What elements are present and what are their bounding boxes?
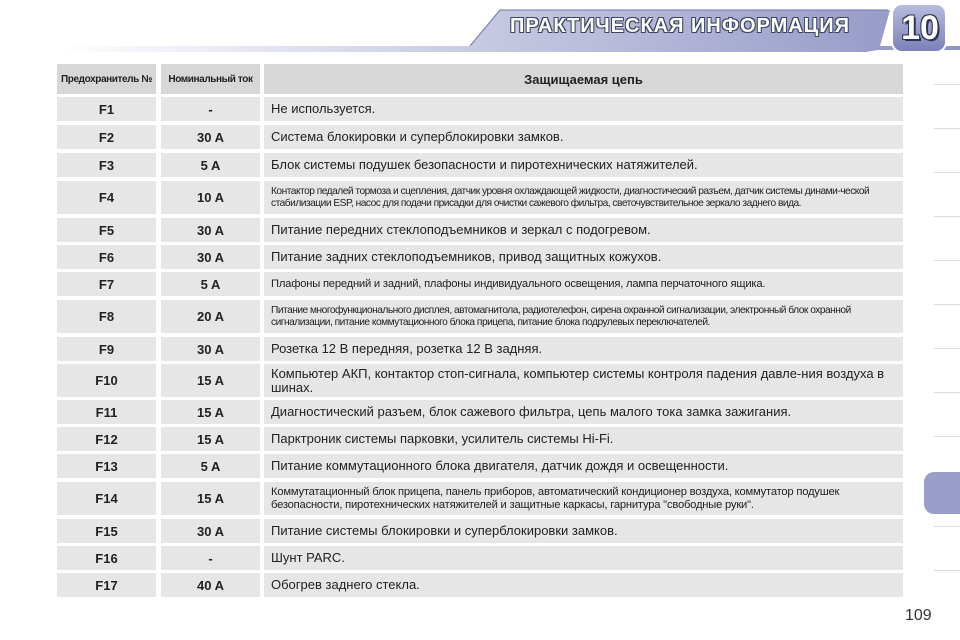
protected-circuit: Парктроник системы парковки, усилитель системы Hi-Fi. (271, 431, 614, 446)
protected-circuit: Диагностический разъем, блок сажевого фильтра, цепь малого тока замка зажигания. (271, 404, 792, 419)
protected-circuit: Питание задних стеклоподъемников, привод защитных кожухов. (271, 249, 662, 264)
table-row (57, 337, 903, 361)
protected-circuit: Шунт PARC. (271, 550, 345, 565)
fuse-rating: 30 A (197, 341, 224, 357)
table-row (57, 454, 903, 478)
chapter-number-badge: 10 (901, 9, 939, 47)
protected-circuit: Питание передних стеклоподъемников и зеркал с подогревом. (271, 222, 651, 237)
fuse-number: F16 (95, 550, 118, 566)
table-row (57, 153, 903, 177)
table-row (57, 400, 903, 424)
fuse-rating: 30 A (197, 129, 224, 145)
column-header-fuse: Предохранитель № (57, 64, 156, 94)
fuse-number: F1 (98, 101, 115, 117)
fuse-rating: 15 A (197, 404, 224, 420)
protected-circuit: Контактор педалей тормоза и сцепления, датчик уровня охлаждающей жидкости, диагностический разъем, датчик системы динами-ческой стабилизации ESP, насос для подачи присадки для очистки сажевого фильтра, светочувствительное зеркало заднего вида. (271, 185, 870, 209)
fuse-number: F12 (95, 431, 118, 447)
fuse-number: F13 (95, 458, 118, 474)
fuse-rating: 30 A (197, 523, 224, 539)
protected-circuit: Питание многофункционального дисплея, автомагнитола, радиотелефон, сирена охранной сигнализации, электронный блок охранной сигнализации, питание коммутационного блока прицепа, питание блока подрулевых переключателей. (271, 304, 851, 328)
fuse-rating: 20 A (197, 309, 224, 324)
table-row (57, 546, 903, 570)
fuse-rating: - (208, 550, 213, 566)
column-header-circuit: Защищаемая цепь (264, 64, 903, 94)
fuse-number: F8 (98, 309, 115, 324)
table-row (57, 573, 903, 597)
fuse-number: F3 (98, 157, 115, 173)
fuse-rating: 15 A (197, 491, 224, 506)
fuse-rating: 5 A (200, 458, 221, 474)
active-chapter-tab[interactable] (924, 472, 960, 514)
fuse-rating: 15 A (197, 431, 224, 447)
page-header (0, 0, 960, 58)
fuse-number: F4 (98, 190, 115, 205)
table-row (57, 364, 903, 397)
chapter-tab-strip (928, 70, 960, 600)
protected-circuit: Обогрев заднего стекла. (271, 577, 420, 592)
table-row (57, 181, 903, 214)
table-row (57, 245, 903, 269)
table-row (57, 519, 903, 543)
protected-circuit: Плафоны передний и задний, плафоны индивидуального освещения, лампа перчаточного ящика. (271, 277, 766, 290)
table-row (57, 482, 903, 515)
fuse-number: F10 (95, 373, 118, 388)
protected-circuit: Компьютер АКП, контактор стоп-сигнала, компьютер системы контроля падения давле-ния воздуха в шинах. (271, 365, 885, 395)
protected-circuit: Коммутатационный блок прицепа, панель приборов, автоматический кондиционер воздуха, коммутатор подушек безопасности, пиротехнических натяжителей и защитные каркасы, гарнитура "свободные руки". (271, 485, 840, 511)
protected-circuit: Питание системы блокировки и суперблокировки замков. (271, 523, 618, 538)
table-row (57, 272, 903, 296)
page-title: ПРАКТИЧЕСКАЯ ИНФОРМАЦИЯ (509, 15, 851, 37)
fuse-rating: - (208, 101, 213, 117)
fuse-rating: 40 A (197, 577, 224, 593)
page-number: 109 (905, 607, 932, 624)
fuse-number: F17 (95, 577, 118, 593)
fuse-number: F15 (95, 523, 118, 539)
fuse-rating: 15 A (197, 373, 224, 388)
protected-circuit: Питание коммутационного блока двигателя, датчик дождя и освещенности. (271, 458, 729, 473)
table-row (57, 427, 903, 451)
fuse-number: F2 (98, 129, 115, 145)
table-row (57, 97, 903, 121)
table-row (57, 300, 903, 333)
fuse-rating: 5 A (200, 157, 221, 173)
protected-circuit: Розетка 12 В передняя, розетка 12 В задняя. (271, 341, 543, 356)
protected-circuit: Не используется. (271, 101, 376, 116)
column-header-rating: Номинальный ток (161, 64, 260, 94)
protected-circuit: Блок системы подушек безопасности и пиротехнических натяжителей. (271, 157, 698, 172)
fuse-number: F7 (98, 276, 115, 292)
fuse-number: F11 (95, 404, 118, 420)
table-header-row (57, 64, 903, 94)
fuse-rating: 30 A (197, 222, 224, 238)
fuse-rating: 5 A (200, 276, 221, 292)
fuse-rating: 10 A (197, 190, 224, 205)
fuse-number: F14 (95, 491, 118, 506)
protected-circuit: Система блокировки и суперблокировки замков. (271, 129, 564, 144)
fuse-number: F6 (98, 249, 115, 265)
fuse-number: F9 (98, 341, 115, 357)
table-row (57, 218, 903, 242)
fuse-number: F5 (98, 222, 115, 238)
table-row (57, 125, 903, 149)
fuse-rating: 30 A (197, 249, 224, 265)
